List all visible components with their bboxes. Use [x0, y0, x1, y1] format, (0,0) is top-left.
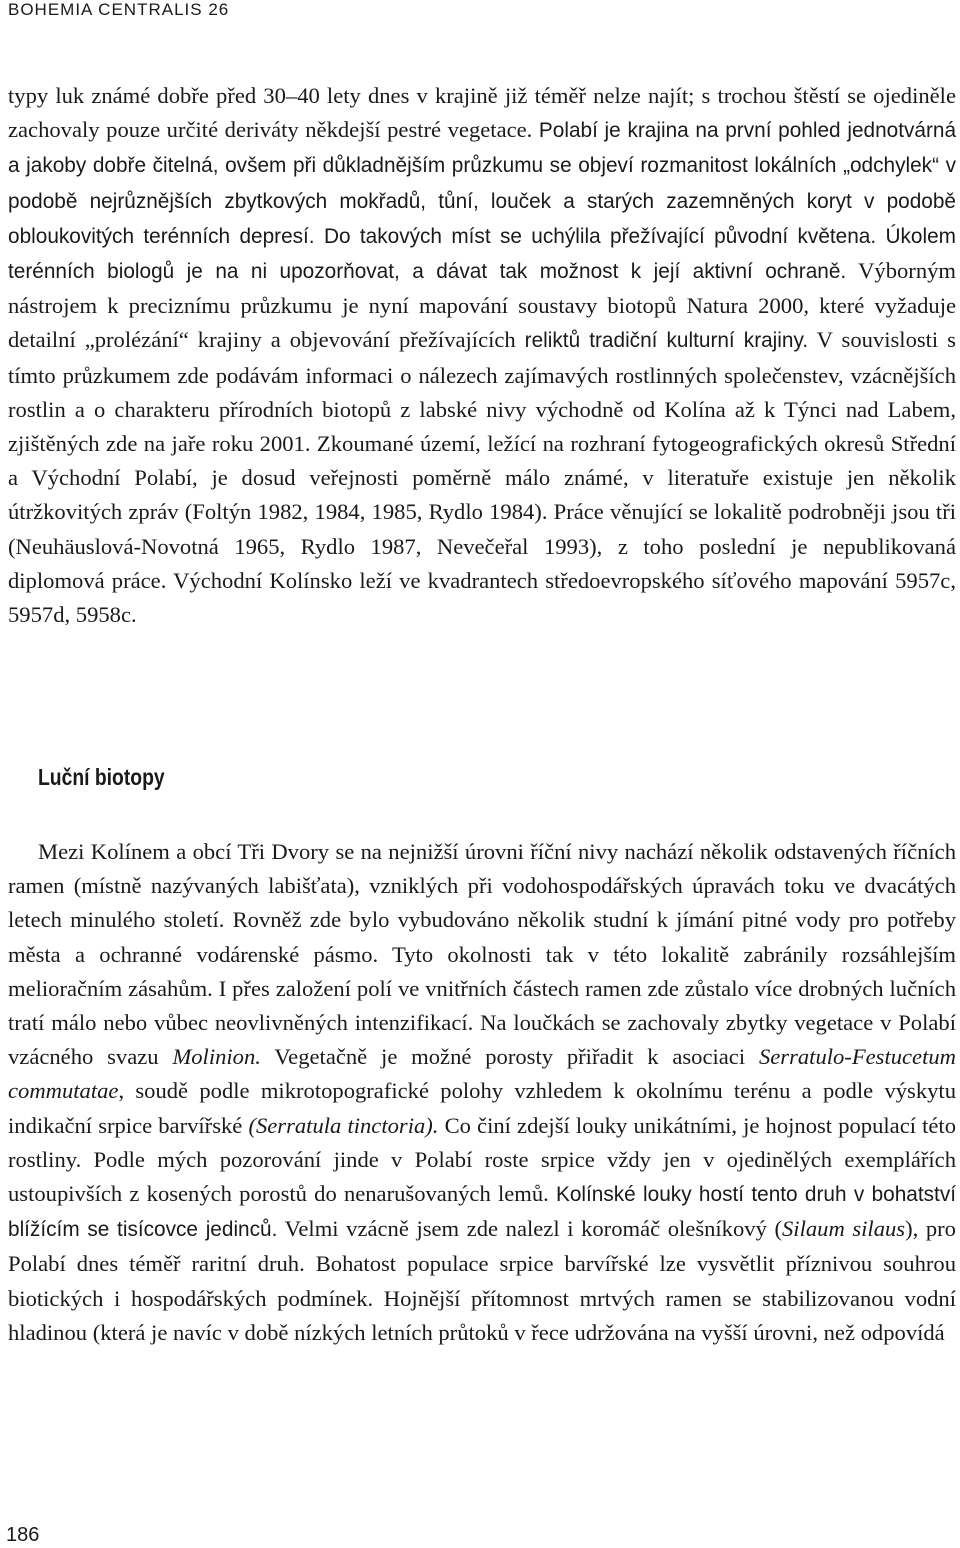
running-head: BOHEMIA CENTRALIS 26: [8, 0, 230, 19]
sentence: Velmi vzácně jsem zde nalezl i koromáč olešníkový (: [284, 1216, 782, 1242]
sentence: Výborným nástrojem k preciznímu průzkumu je nyní mapování soustavy biotopů Natura 2000, které vyžaduje detailní „prolézání“ krajiny a objevování přežívajících: [8, 258, 956, 353]
taxon-name: Silaum silaus: [782, 1216, 906, 1242]
sentence: Co činí zdejší louky unikátními, je hojnost populací této rostliny. Podle mých pozorování jinde v Polabí roste srpice vždy jen v ojedinělých exemplářích ustoupivších z kosených porostů do nenarušovaných lemů.: [8, 1112, 956, 1207]
taxon-name: Serratulo-Festucetum commutatae: [8, 1044, 956, 1104]
sentence: , soudě podle mikrotopografické polohy vzhledem k okolnímu terénu a podle výskytu indikační srpice barvířské: [8, 1078, 956, 1138]
sentence: Mezi Kolínem a obcí Tři Dvory se na nejnižší úrovni říční nivy nachází několik odstavených říčních ramen (místně nazývaných labišťata), vzniklých při vodohospodářských úpravách toku ve dvacátých letech minulého století. Rovněž zde bylo vybudováno několik studní k jímání pitné vody pro potřeby města a ochranné vodárenské pásmo. Tyto okolnosti tak v této lokalitě zabránily rozsáhlejším melioračním zásahům. I přes založení polí ve vnitřních částech ramen zde zůstalo více drobných lučních tratí málo nebo vůbec neovlivněných intenzifikací. Na loučkách se zachovaly zbytky vegetace v Polabí vzácného svazu: [8, 839, 956, 1070]
sentence-sans: Kolínské louky hostí tento druh v bohatství blížícím se tisícovce jedinců.: [8, 1183, 956, 1242]
sentence-sans: Polabí je krajina na první pohled jednotvárná a jakoby dobře čitelná, ovšem při důkladnějším průzkumu se objeví rozmanitost lokálních „odchylek“ v podobě nejrůznějších zbytkových mokřadů, tůní, louček a starých zazemněných koryt v podobě obloukovitých terénních depresí. Do takových míst se uchýlila přežívající původní květena. Úkolem terénních biologů je na ni upozorňovat, a dávat tak možnost k její aktivní ochraně.: [8, 119, 957, 284]
section-heading: Luční biotopy: [38, 764, 165, 790]
taxon-name: Molinion.: [172, 1044, 261, 1070]
sentence-sans: reliktů tradiční kulturní krajiny.: [524, 329, 809, 353]
sentence: Vegetačně je možné porosty přiřadit k asociaci: [274, 1044, 746, 1070]
body-paragraph-meadows: [8, 835, 956, 1350]
sentence: ), pro Polabí dnes téměř raritní druh. Bohatost populace srpice barvířské lze vysvětlit příznivou souhrou biotických i hospodářských podmínek. Hojnější přítomnost mrtvých ramen se stabilizovanou vodní hladinou (která je navíc v době nízkých letních průtoků v řece udržována na vyšší úrovni, než odpovídá: [8, 1216, 956, 1345]
sentence: typy luk známé dobře před 30–40 lety dnes v krajině již téměř nelze najít; s trochou štěstí se ojediněle zachovaly pouze určité deriváty někdejší pestré vegetace.: [8, 83, 956, 143]
sentence: V souvislosti s tímto průzkumem zde podávám informaci o nálezech zajímavých rostlinných společenstev, vzácnějších rostlin a o charakteru přírodních biotopů z labské nivy východně od Kolína až k Týnci nad Labem, zjištěných zde na jaře roku 2001. Zkoumané území, ležící na rozhraní fytogeografických okresů Střední a Východní Polabí, je dosud veřejnosti poměrně málo známé, v literatuře existuje jen několik útržkovitých zpráv (Foltýn 1982, 1984, 1985, Rydlo 1984). Práce věnující se lokalitě podrobněji jsou tři (Neuhäuslová-Novotná 1965, Rydlo 1987, Nevečeřal 1993), z toho poslední je nepublikovaná diplomová práce. Východní Kolínsko leží ve kvadrantech středoevropského síťového mapování 5957c, 5957d, 5958c.: [8, 327, 956, 628]
taxon-name: (Serratula tinctoria).: [248, 1112, 439, 1138]
page-number: 186: [6, 1524, 40, 1546]
body-paragraph-intro: [8, 79, 956, 632]
